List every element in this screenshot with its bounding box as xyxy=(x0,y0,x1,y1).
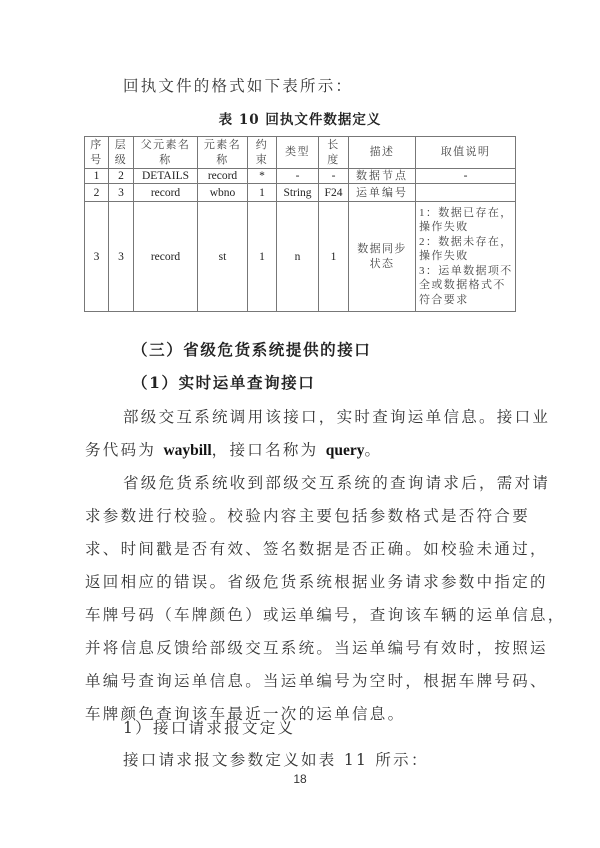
cell-value: - xyxy=(416,169,516,184)
paragraph-2-line: 车牌颜色查询该车最近一次的运单信息。 xyxy=(85,705,406,723)
paragraph-2-line: 并将信息反馈给部级交互系统。当运单编号有效时，按照运 xyxy=(85,639,548,657)
cell-type: n xyxy=(277,202,319,312)
cell-value xyxy=(416,184,516,202)
intro-text: 回执文件的格式如下表所示： xyxy=(123,77,354,95)
cell-level: 2 xyxy=(109,169,134,184)
interface-name: query xyxy=(325,442,365,459)
cell-constraint: 1 xyxy=(248,202,277,312)
paragraph-2-line: 求参数进行校验。校验内容主要包括参数格式是否符合要 xyxy=(85,507,531,525)
paragraph-3: 接口请求报文参数定义如表 11 所示： xyxy=(123,751,429,769)
list-item-heading: 1）接口请求报文定义 xyxy=(123,719,296,737)
header-length: 长 度 xyxy=(319,137,349,169)
cell-type: String xyxy=(277,184,319,202)
business-code: waybill xyxy=(163,442,212,459)
cell-desc: 运单编号 xyxy=(349,184,416,202)
paragraph-1-line: 部级交互系统调用该接口，实时查询运单信息。接口业 xyxy=(123,408,551,426)
cell-length: - xyxy=(319,169,349,184)
header-constraint: 约 束 xyxy=(248,137,277,169)
header-element: 元素名 称 xyxy=(198,137,248,169)
cell-level: 3 xyxy=(109,184,134,202)
header-desc: 描述 xyxy=(349,137,416,169)
cell-no: 3 xyxy=(85,202,109,312)
cell-parent: record xyxy=(134,184,198,202)
cell-element: wbno xyxy=(198,184,248,202)
cell-no: 2 xyxy=(85,184,109,202)
cell-level: 3 xyxy=(109,202,134,312)
cell-constraint: 1 xyxy=(248,184,277,202)
paragraph-2-line: 返回相应的错误。省级危货系统根据业务请求参数中指定的 xyxy=(85,573,548,591)
header-type: 类型 xyxy=(277,137,319,169)
cell-value: 1：数据已存在， 操作失败 2：数据未存在， 操作失败 3：运单数据项不 全或数据格式不 符合要求 xyxy=(416,202,516,312)
cell-desc: 数据节点 xyxy=(349,169,416,184)
header-level: 层 级 xyxy=(109,137,134,169)
cell-parent: DETAILS xyxy=(134,169,198,184)
cell-length: 1 xyxy=(319,202,349,312)
cell-element: st xyxy=(198,202,248,312)
paragraph-2-line: 单编号查询运单信息。当运单编号为空时，根据车牌号码、 xyxy=(85,672,548,690)
paragraph-2-line: 车牌号码（车牌颜色）或运单编号，查询该车辆的运单信息， xyxy=(85,606,566,624)
table-row xyxy=(85,202,516,312)
subsection-heading: （1）实时运单查询接口 xyxy=(132,373,316,392)
cell-constraint: * xyxy=(248,169,277,184)
cell-element: record xyxy=(198,169,248,184)
header-value: 取值说明 xyxy=(416,137,516,169)
header-no: 序 号 xyxy=(85,137,109,169)
paragraph-2-line: 省级危货系统收到部级交互系统的查询请求后，需对请 xyxy=(123,474,551,492)
table-header-row xyxy=(85,137,516,169)
table-caption: 表 10 回执文件数据定义 xyxy=(218,112,382,128)
cell-no: 1 xyxy=(85,169,109,184)
paragraph-2-line: 求、时间戳是否有效、签名数据是否正确。如校验未通过， xyxy=(85,540,548,558)
paragraph-1-line: 务代码为 waybill，接口名称为 query。 xyxy=(85,441,383,459)
table-row xyxy=(85,169,516,184)
cell-desc: 数据同步 状态 xyxy=(349,202,416,312)
page-number: 18 xyxy=(293,772,307,786)
cell-type: - xyxy=(277,169,319,184)
receipt-data-table xyxy=(84,136,516,312)
cell-length: F24 xyxy=(319,184,349,202)
header-parent: 父元素名 称 xyxy=(134,137,198,169)
table-row xyxy=(85,184,516,202)
section-heading: （三）省级危货系统提供的接口 xyxy=(132,340,372,359)
cell-parent: record xyxy=(134,202,198,312)
